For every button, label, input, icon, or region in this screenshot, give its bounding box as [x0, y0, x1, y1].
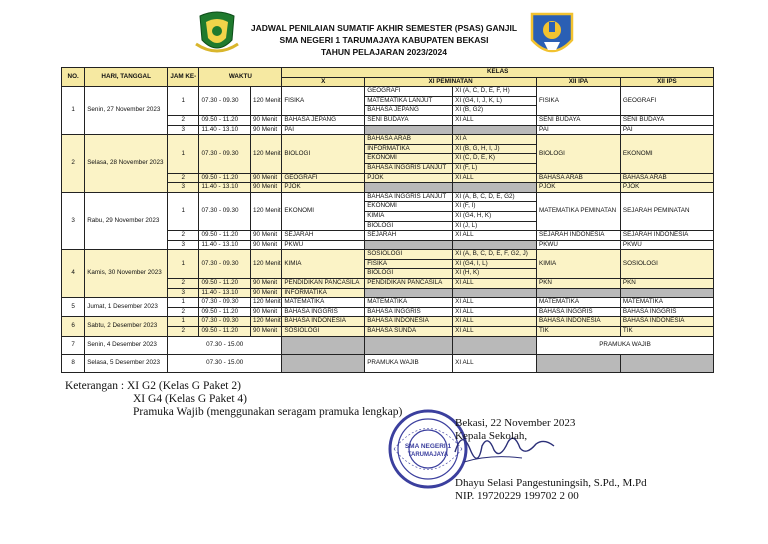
subject-x: GEOGRAFI [282, 173, 365, 183]
empty-cell [453, 240, 537, 250]
subject-xii-ipa: PKWU [537, 240, 621, 250]
empty-cell [537, 288, 621, 298]
subject-xii-ipa: PJOK [537, 183, 621, 193]
duration: 90 Menit [250, 327, 281, 337]
school-logo-icon [528, 10, 576, 62]
notes [65, 380, 402, 419]
duration: 120 Menit [250, 317, 281, 327]
subject-xi: INFORMATIKA [365, 144, 453, 154]
period: 2 [168, 279, 199, 289]
time-range: 07.30 - 15.00 [168, 336, 282, 354]
subject-xi: PJOK [365, 173, 453, 183]
notes-line-3: Pramuka Wajib (menggunakan seragam pramuka lengkap) [133, 406, 403, 418]
subject-xii-ipa: PKN [537, 279, 621, 289]
subject-xi: BAHASA INDONESIA [365, 317, 453, 327]
duration: 90 Menit [250, 231, 281, 241]
signature-block [455, 417, 647, 503]
duration: 90 Menit [250, 183, 281, 193]
subject-xii-ips: SENI BUDAYA [620, 115, 713, 125]
col-header-no: NO. [62, 68, 85, 87]
subject-x: BIOLOGI [282, 135, 365, 173]
duration: 90 Menit [250, 115, 281, 125]
table-header-row [62, 68, 714, 78]
period: 3 [168, 125, 199, 135]
class-xi: XI ALL [453, 327, 537, 337]
day-date: Senin, 27 November 2023 [85, 87, 168, 135]
subject-x: KIMIA [282, 250, 365, 279]
class-xi: XI (A, B, C, D, E, G2) [453, 192, 537, 202]
subject-x: BAHASA JEPANG [282, 115, 365, 125]
subject-x: MATEMATIKA [282, 298, 365, 308]
subject-x: SOSIOLOGI [282, 327, 365, 337]
class-xi: XI (A, C, D, E, F, H) [453, 87, 537, 97]
duration: 120 Menit [250, 250, 281, 279]
subject-xii-ips: GEOGRAFI [620, 87, 713, 116]
subject-x: SEJARAH [282, 231, 365, 241]
subject-xii-ips: SEJARAH INDONESIA [620, 231, 713, 241]
col-header-xi: XI PEMINATAN [365, 77, 537, 87]
class-xi: XI ALL [453, 115, 537, 125]
subject-xi: BIOLOGI [365, 221, 453, 231]
empty-cell [365, 240, 453, 250]
subject-xi: SEJARAH [365, 231, 453, 241]
class-xi: XI (A, B, C, D, E, F, G2, J) [453, 250, 537, 260]
time-range: 11.40 - 13.10 [199, 125, 251, 135]
empty-cell [453, 288, 537, 298]
class-xi: XI ALL [453, 279, 537, 289]
subject-xi: BAHASA INGGRIS LANJUT [365, 192, 453, 202]
class-xi: XI (F, L) [453, 163, 537, 173]
period: 3 [168, 288, 199, 298]
subject-x: BAHASA INGGRIS [282, 307, 365, 317]
duration: 90 Menit [250, 240, 281, 250]
period: 1 [168, 317, 199, 327]
time-range: 07.30 - 09.30 [199, 298, 251, 308]
class-xi: XI (B, G, H, I, J) [453, 144, 537, 154]
col-header-x: X [282, 77, 365, 87]
subject-xii-ips: BAHASA INDONESIA [620, 317, 713, 327]
duration: 120 Menit [250, 87, 281, 116]
subject-xii-ipa: FISIKA [537, 87, 621, 116]
day-date: Kamis, 30 November 2023 [85, 250, 168, 298]
svg-text:SMA NEGERI 1: SMA NEGERI 1 [404, 443, 452, 450]
time-range: 09.50 - 11.20 [199, 327, 251, 337]
time-range: 09.50 - 11.20 [199, 115, 251, 125]
day-number: 5 [62, 298, 85, 317]
empty-cell [365, 183, 453, 193]
notes-line-1: Keterangan : XI G2 (Kelas G Paket 2) [65, 380, 241, 392]
subject-xii-ips: PKN [620, 279, 713, 289]
class-xi: XI (B, G2) [453, 106, 537, 116]
period: 1 [168, 192, 199, 230]
empty-cell [365, 288, 453, 298]
subject-xii-ips: TIK [620, 327, 713, 337]
subject-x: PJOK [282, 183, 365, 193]
subject-xii-ipa: SENI BUDAYA [537, 115, 621, 125]
table-row [62, 317, 714, 327]
table-row [62, 87, 714, 97]
subject-xii-ipa: BAHASA INDONESIA [537, 317, 621, 327]
empty-cell [282, 336, 365, 354]
table-row [62, 298, 714, 308]
day-number: 8 [62, 354, 85, 372]
subject-xii-ips: SOSIOLOGI [620, 250, 713, 279]
subject-xii-ipa: SEJARAH INDONESIA [537, 231, 621, 241]
period: 2 [168, 231, 199, 241]
subject-x: PKWU [282, 240, 365, 250]
period: 3 [168, 240, 199, 250]
table-row [62, 354, 714, 372]
empty-cell [453, 183, 537, 193]
day-date: Senin, 4 Desember 2023 [85, 336, 168, 354]
class-xi: XI (J, L) [453, 221, 537, 231]
duration: 90 Menit [250, 125, 281, 135]
col-header-period: JAM KE- [168, 68, 199, 87]
subject-xi: EKONOMI [365, 154, 453, 164]
sign-place-date: Bekasi, 22 November 2023 [455, 417, 576, 429]
subject-xi: BIOLOGI [365, 269, 453, 279]
class-xi: XI (F, I) [453, 202, 537, 212]
principal-nip: NIP. 19720229 199702 2 00 [455, 490, 579, 502]
empty-cell [620, 288, 713, 298]
subject-x: BAHASA INDONESIA [282, 317, 365, 327]
sign-role: Kepala Sekolah, [455, 430, 528, 442]
subject-xii-ips: PJOK [620, 183, 713, 193]
day-date: Jumat, 1 Desember 2023 [85, 298, 168, 317]
principal-name: Dhayu Selasi Pangestuningsih, S.Pd., M.Pd [455, 477, 647, 489]
subject-xii-ipa: TIK [537, 327, 621, 337]
class-xi: XI ALL [453, 173, 537, 183]
empty-cell [282, 354, 365, 372]
day-number: 3 [62, 192, 85, 250]
day-number: 7 [62, 336, 85, 354]
time-range: 11.40 - 13.10 [199, 240, 251, 250]
class-xi: XI (G4, I, J, K, L) [453, 96, 537, 106]
period: 2 [168, 307, 199, 317]
subject-xii-ips: BAHASA ARAB [620, 173, 713, 183]
table-row [62, 135, 714, 145]
period: 1 [168, 250, 199, 279]
day-date: Selasa, 28 November 2023 [85, 135, 168, 193]
col-header-time: WAKTU [199, 68, 282, 87]
empty-cell [620, 354, 713, 372]
period: 2 [168, 173, 199, 183]
subject-xii-ips: PKWU [620, 240, 713, 250]
duration: 90 Menit [250, 173, 281, 183]
col-header-xii-ips: XII IPS [620, 77, 713, 87]
table-row [62, 336, 714, 354]
subject-xii-ipa: PAI [537, 125, 621, 135]
subject-x: EKONOMI [282, 192, 365, 230]
day-date: Selasa, 5 Desember 2023 [85, 354, 168, 372]
subject-xii-ips: BAHASA INGGRIS [620, 307, 713, 317]
class-xi: XI (C, D, E, K) [453, 154, 537, 164]
time-range: 07.30 - 09.30 [199, 192, 251, 230]
subject-xi: MATEMATIKA LANJUT [365, 96, 453, 106]
class-xi: XI A [453, 135, 537, 145]
period: 1 [168, 298, 199, 308]
class-xi: XI ALL [453, 317, 537, 327]
duration: 120 Menit [250, 298, 281, 308]
subject-x: INFORMATIKA [282, 288, 365, 298]
day-number: 6 [62, 317, 85, 336]
day-date: Rabu, 29 November 2023 [85, 192, 168, 250]
time-range: 07.30 - 15.00 [168, 354, 282, 372]
time-range: 09.50 - 11.20 [199, 173, 251, 183]
day-number: 2 [62, 135, 85, 193]
time-range: 09.50 - 11.20 [199, 231, 251, 241]
subject-xi: SOSIOLOGI [365, 250, 453, 260]
subject-xi: BAHASA INGGRIS LANJUT [365, 163, 453, 173]
subject-xii-ips: SEJARAH PEMINATAN [620, 192, 713, 230]
subject-xii-ipa: MATEMATIKA [537, 298, 621, 308]
subject-x: PAI [282, 125, 365, 135]
time-range: 07.30 - 09.30 [199, 135, 251, 173]
day-number: 4 [62, 250, 85, 298]
duration: 90 Menit [250, 307, 281, 317]
class-xi: XI (H, K) [453, 269, 537, 279]
subject-xii-ipa: KIMIA [537, 250, 621, 279]
time-range: 09.50 - 11.20 [199, 307, 251, 317]
subject-xii-ips: MATEMATIKA [620, 298, 713, 308]
period: 1 [168, 87, 199, 116]
subject-xi: BAHASA JEPANG [365, 106, 453, 116]
empty-cell [365, 125, 453, 135]
subject-xi: BAHASA SUNDA [365, 327, 453, 337]
time-range: 09.50 - 11.20 [199, 279, 251, 289]
subject-xi: PRAMUKA WAJIB [365, 354, 453, 372]
empty-cell [537, 354, 621, 372]
empty-cell [453, 125, 537, 135]
subject-x: FISIKA [282, 87, 365, 116]
subject-xi: KIMIA [365, 211, 453, 221]
duration: 120 Menit [250, 192, 281, 230]
period: 3 [168, 183, 199, 193]
day-date: Sabtu, 2 Desember 2023 [85, 317, 168, 336]
day-number: 1 [62, 87, 85, 135]
table-row [62, 250, 714, 260]
empty-cell [365, 336, 453, 354]
subject-x: PENDIDIKAN PANCASILA [282, 279, 365, 289]
class-xi: XI ALL [453, 354, 537, 372]
duration: 90 Menit [250, 279, 281, 289]
subject-xii-ips: PAI [620, 125, 713, 135]
subject-xii: PRAMUKA WAJIB [537, 336, 714, 354]
subject-xi: BAHASA INGGRIS [365, 307, 453, 317]
col-header-class: KELAS [282, 68, 714, 78]
empty-cell [453, 336, 537, 354]
class-xi: XI ALL [453, 307, 537, 317]
time-range: 11.40 - 13.10 [199, 183, 251, 193]
svg-text:TARUMAJAYA: TARUMAJAYA [407, 452, 449, 458]
notes-line-2: XI G4 (Kelas G Paket 4) [133, 393, 248, 405]
class-xi: XI (G4, I, L) [453, 259, 537, 269]
time-range: 07.30 - 09.30 [199, 250, 251, 279]
subject-xii-ipa: BIOLOGI [537, 135, 621, 173]
duration: 120 Menit [250, 135, 281, 173]
class-xi: XI ALL [453, 298, 537, 308]
subject-xi: GEOGRAFI [365, 87, 453, 97]
header-title: JADWAL PENILAIAN SUMATIF AKHIR SEMESTER (PSAS) GANJIL [250, 23, 518, 33]
subject-xi: SENI BUDAYA [365, 115, 453, 125]
subject-xii-ips: EKONOMI [620, 135, 713, 173]
subject-xi: EKONOMI [365, 202, 453, 212]
time-range: 07.30 - 09.30 [199, 87, 251, 116]
table-row [62, 192, 714, 202]
class-xi: XI ALL [453, 231, 537, 241]
subject-xi: PENDIDIKAN PANCASILA [365, 279, 453, 289]
class-xi: XI (G4, H, K) [453, 211, 537, 221]
exam-schedule-table [61, 67, 714, 373]
document-header [0, 22, 768, 58]
col-header-day: HARI, TANGGAL [85, 68, 168, 87]
subject-xii-ipa: BAHASA INGGRIS [537, 307, 621, 317]
duration: 90 Menit [250, 288, 281, 298]
time-range: 11.40 - 13.10 [199, 288, 251, 298]
time-range: 07.30 - 09.30 [199, 317, 251, 327]
period: 2 [168, 327, 199, 337]
col-header-xii-ipa: XII IPA [537, 77, 621, 87]
subject-xii-ipa: BAHASA ARAB [537, 173, 621, 183]
subject-xi: FISIKA [365, 259, 453, 269]
header-school: SMA NEGERI 1 TARUMAJAYA KABUPATEN BEKASI [279, 35, 489, 45]
subject-xi: MATEMATIKA [365, 298, 453, 308]
subject-xii-ipa: MATEMATIKA PEMINATAN [537, 192, 621, 230]
period: 1 [168, 135, 199, 173]
header-year: TAHUN PELAJARAN 2023/2024 [321, 47, 447, 57]
period: 2 [168, 115, 199, 125]
subject-xi: BAHASA ARAB [365, 135, 453, 145]
